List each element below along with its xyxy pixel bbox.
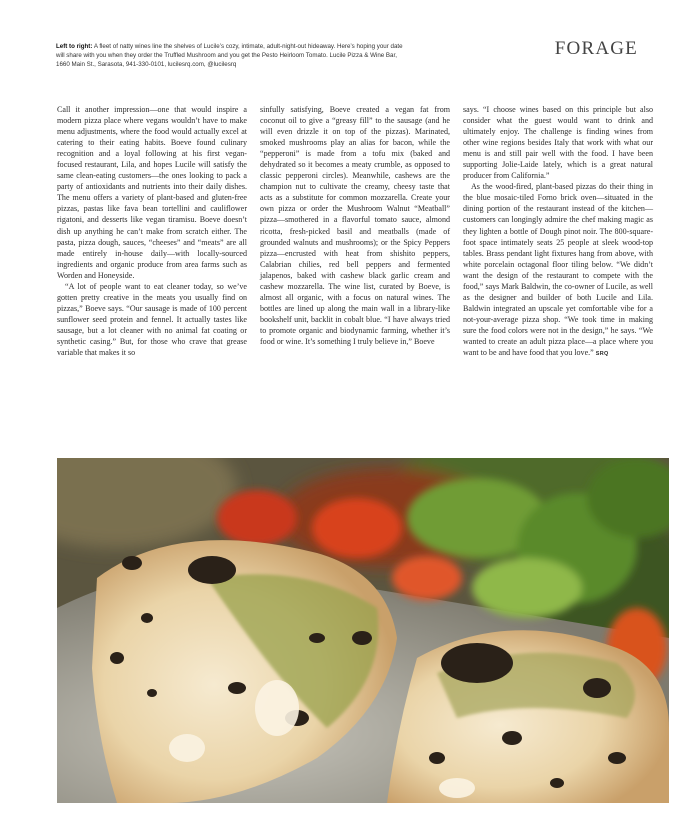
paragraph — [463, 181, 653, 360]
pizza-illustration — [57, 458, 669, 803]
article-column-2 — [260, 104, 450, 347]
caption-text: A fleet of natty wines line the shelves of Lucile’s cozy, intimate, adult-night-out hideaway. Here’s hoping your date will share with you when they order the Truffled Mushroom and you get the Pesto Heirloom Tomato. Lucile Pizza & Wine Bar, 1660 Main St., Sarasota, 941-330-0101, lucilesrq.com, @lucilesrq — [56, 43, 403, 69]
caption-lead: Left to right: — [56, 43, 93, 50]
paragraph: “A lot of people want to eat cleaner today, so we’ve gotten pretty creative in the meats you usually find on pizzas,” Boeve says. “Our sausage is made of 100 percent sunflower seed protein and fennel. It actually tastes like sausage, but a lot cleaner with no animal fat coating or synthetic casing.” But, for those who crave that grease variable that makes it so — [57, 281, 247, 358]
paragraph-text: As the wood-fired, plant-based pizzas do their thing in the blue mosaic-tiled Forno brick oven—situated in the dining portion of the restaurant instead of the kitchen—customers can longingly admire the chef making magic as they lighten a bottle of Dough pinot noir. The 800-square-foot space intimately seats 25 people at sleek wood-top tables. Brass pendant light fixtures hang from above, with white porcelain octagonal floor tiling below. “We didn’t want the design of the restaurant to compete with the food,” says Mark Baldwin, the co-owner of Lucile, as well as the designer and builder of both Lucile and Lila. Baldwin integrated an upscale yet comfortable vibe for a not-your-average pizza shop. “We took time in making sure the food colors were not in the design,” he says. “We wanted to create an adult pizza place—a place where you want to be and have food that you love.” — [463, 182, 653, 358]
signoff: SRQ — [595, 351, 609, 358]
pizza-photo — [57, 458, 669, 803]
article-column-1 — [57, 104, 247, 358]
photo-caption — [56, 42, 408, 70]
article-column-3 — [463, 104, 653, 360]
paragraph: Call it another impression—one that would inspire a modern pizza place where vegans wouldn’t have to make menu adjustments, where the food would actually excel at catering to their eating habits. Boeve found culinary recognition and a loyal following at his first vegan-focused restaurant, Lila, and hopes Lucile will satisfy the same clean-eating customers—the ones looking to pack a party of antioxidants and nutrients into their daily dishes. The menu offers a variety of plant-based and gluten-free pizzas, pastas like fava bean tortellini and cauliflower rigatoni, and desserts like vegan tiramisu. Boeve doesn’t dish up anything he can’t make from scratch either. The pasta, pizza dough, sauces, “cheeses” and “meats” are all made entirely in-house daily—with locally-sourced ingredients and organic produce from area farms such as Worden and Honeyside. — [57, 105, 247, 280]
paragraph: sinfully satisfying, Boeve created a vegan fat from coconut oil to give a “greasy fill” to the sausage (and he will even drizzle it on top of the pizzas). Marinated, smoked mushrooms play an alias for bacon, while the “pepperoni” is made from a tofu mix (baked and dehydrated so it becomes a meaty crumble, as opposed to classic pepperoni circles). Meanwhile, cashews are the champion nut to cultivate the creamy, cheesy taste that acts as a substitute for common mozzarella. Create your own pizza or order the Mushroom Walnut “Meatball” pizza—smothered in a flavorful tomato sauce, almond ricotta, fresh-picked basil and meatballs (made of grounded walnuts and mushrooms); or the Spicy Peppers pizza—encrusted with heat from shishito peppers, Calabrian chilies, red bell peppers and fermented jalapenos, baked with cashew black garlic cream and cashew mozzarella. The wine list, curated by Boeve, is almost all organic, with a focus on natural wines. The bottles are lined up along the main wall in a library-like bookshelf unit, backlit in cobalt blue. “I have always tried to promote organic and biodynamic farming, whether it’s food or wine. It’s something I truly believe in,” Boeve — [260, 105, 450, 346]
section-title: FORAGE — [554, 38, 638, 59]
paragraph: says. “I choose wines based on this principle but also consider what the guest would want to drink and ultimately enjoy. The challenge is finding wines from other wine regions besides Italy that work with what our menu is and still pair well with the food. I have been supporting Jolie-Laide lately, which is a great natural producer from California.” — [463, 105, 653, 181]
